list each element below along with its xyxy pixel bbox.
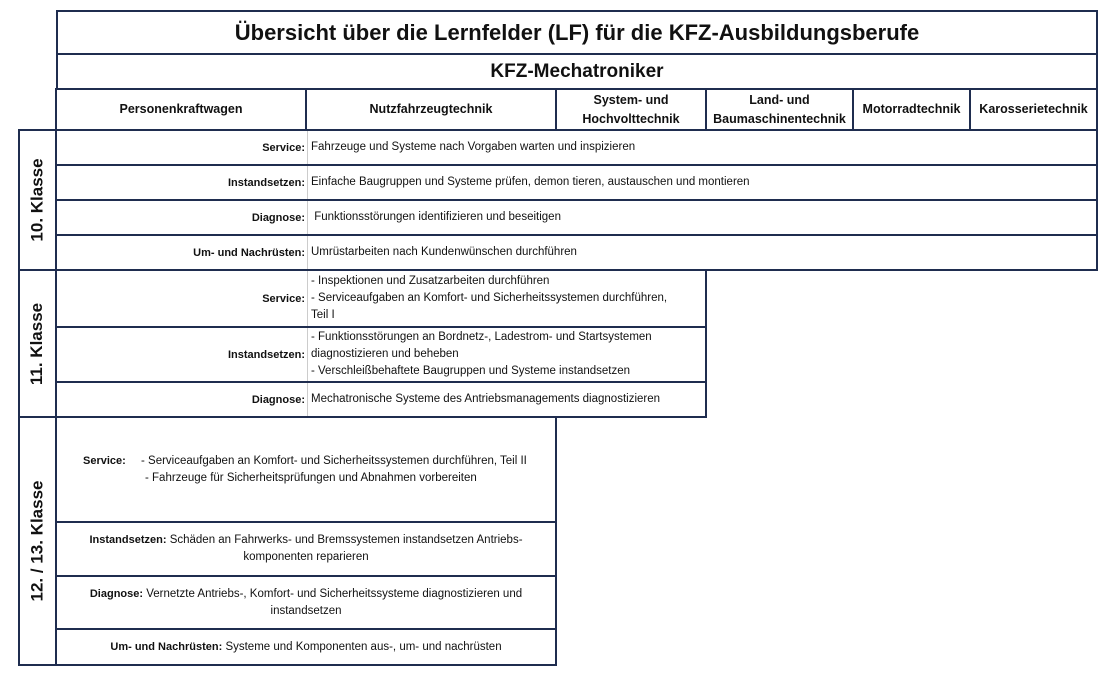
table-row [55, 164, 1098, 201]
row-label: Service: [83, 455, 126, 467]
page-title: Übersicht über die Lernfelder (LF) für die KFZ-Ausbildungsberufe [56, 10, 1098, 55]
row-text: Systeme und Komponenten aus-, um- und nachrüsten [225, 640, 502, 653]
table-row [55, 521, 557, 577]
row-label: Instandsetzen: [89, 534, 167, 546]
row-label: Diagnose: [251, 211, 305, 224]
row-label: Um- und Nachrüsten: [110, 640, 223, 653]
row-text: Mechatronische Systeme des Antriebsmanagements diagnostizieren [311, 393, 661, 405]
row-text: instandsetzen [270, 604, 342, 617]
column-header-baumaschinen: Land- und Baumaschinentechnik [705, 88, 854, 131]
column-header-pkw: Personenkraftwagen [55, 88, 307, 131]
table-row [55, 628, 557, 666]
row-label: Um- und Nachrüsten: [193, 246, 305, 259]
row-label: Service: [262, 141, 305, 154]
row-text: Vernetzte Antriebs-, Komfort- und Sicherheitssysteme diagnostizieren und [146, 587, 523, 600]
profession-title: KFZ-Mechatroniker [56, 53, 1098, 90]
grade-11-label: 11. Klasse [18, 269, 57, 418]
column-header-karosserie: Karosserietechnik [969, 88, 1098, 131]
column-header-nutzfahrzeug: Nutzfahrzeugtechnik [305, 88, 557, 131]
table-row [55, 381, 707, 418]
table-row [55, 234, 1098, 271]
row-label: Diagnose: [251, 393, 305, 406]
grade-12-13-label: 12. / 13. Klasse [18, 416, 57, 666]
row-label: Diagnose: [89, 587, 144, 600]
table-row [55, 326, 707, 383]
row-label: Instandsetzen: [227, 176, 305, 189]
table-row [55, 575, 557, 630]
column-header-hochvolt: System- und Hochvolttechnik [555, 88, 707, 131]
row-label: Service: [262, 292, 305, 305]
table-row [55, 199, 1098, 236]
row-text: - Serviceaufgaben an Komfort- und Sicherheitssystemen durchführen, Teil II - Fahrzeuge für Sicherheitsprüfungen und Abnahmen vorbereiten [141, 454, 527, 484]
table-row [55, 416, 557, 523]
column-header-motorrad: Motorradtechnik [852, 88, 971, 131]
grade-10-label: 10. Klasse [18, 129, 57, 271]
row-text: komponenten reparieren [243, 551, 369, 563]
row-text: - Funktionsstörungen an Bordnetz-, Ladestrom- und Startsystemen diagnostizieren und beheben - Verschleißbehaftete Baugruppen und Systeme instandsetzen [311, 331, 652, 377]
row-text: Fahrzeuge und Systeme nach Vorgaben warten und inspizieren [311, 141, 636, 153]
row-text: Einfache Baugruppen und Systeme prüfen, demon tieren, austauschen und montieren [311, 176, 750, 188]
row-label: Instandsetzen: [227, 348, 305, 361]
row-text: Schäden an Fahrwerks- und Bremssystemen instandsetzen Antriebs- [169, 534, 523, 546]
table-row [55, 129, 1098, 166]
row-text: - Inspektionen und Zusatzarbeiten durchführen - Serviceaufgaben an Komfort- und Sicherheitssystemen durchführen, Teil I [311, 275, 668, 321]
row-text: Funktionsstörungen identifizieren und beseitigen [311, 211, 561, 223]
row-text: Umrüstarbeiten nach Kundenwünschen durchführen [311, 246, 577, 258]
table-row [55, 269, 707, 328]
